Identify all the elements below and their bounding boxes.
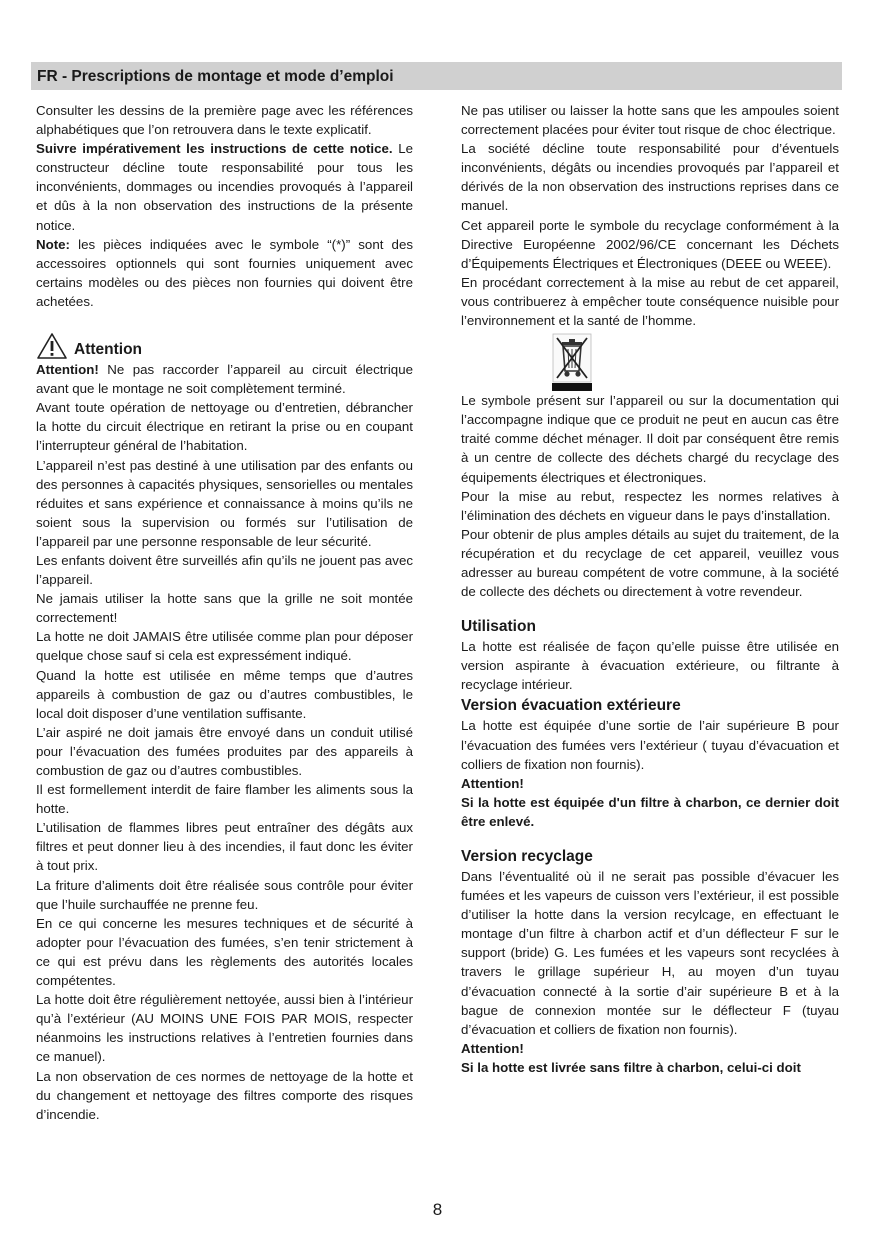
symbol-paragraph: Le symbole présent sur l’appareil ou sur la documentation qui l’accompagne indique que ce produit ne peut en aucun cas être traité comme déchet ménager. Il doit par conséquent être remis à un centre de collecte des déchets chargé du recyclage des équipements électriques et électroniques.: [461, 393, 839, 485]
grille-paragraph: Ne jamais utiliser la hotte sans que la grille ne soit montée correctement!: [36, 591, 413, 626]
note-paragraph: [36, 235, 413, 311]
frying-paragraph: La friture d’aliments doit être réalisée sous contrôle pour éviter que l’huile surchauffée ne prenne feu.: [36, 877, 413, 912]
right-column: [461, 101, 839, 1077]
attention-heading: [36, 328, 413, 360]
weee-symbol-wrap: [461, 333, 839, 391]
recycling-version-paragraph: Dans l’éventualité où il ne serait pas possible d’évacuer les fumées et les vapeurs de cuisson vers l’extérieur, il est possible d’utiliser la hotte dans la version recylcage, en effectuant le montage d’un filtre à charbon actif et d’un déflecteur F sur le support (bride) G. Les fumées et les vapeurs sont recyclées à travers le grillage supérieur H, au moyen d’un tuyau d’évacuation connecté à la sortie d’air supérieure B et à la bague de connexion montée sur le déflecteur F (tuyau d’évacuation et colliers de fixation non fournis).: [461, 869, 839, 1037]
details-paragraph: Pour obtenir de plus amples détails au sujet du traitement, de la récupération et du recyclage de cet appareil, veuillez vous adresser au bureau compétent de votre commune, à la société de collecte des déchets ou directement à votre revendeur.: [461, 526, 839, 600]
note-bold: Note:: [36, 236, 70, 252]
external-version-paragraph: La hotte est équipée d’une sortie de l’air supérieure B pour l’évacuation des fumées vers l’extérieur ( tuyau d’évacuation et colliers de fixation non fournis).: [461, 718, 839, 772]
disposal-paragraph: En procédant correctement à la mise au rebut de cet appareil, vous contribuerez à empêcher toute conséquence nuisible pour l’environnement et la santé de l’homme.: [461, 274, 839, 329]
notice-bold: Suivre impérativement les instructions de cette notice.: [36, 141, 393, 157]
left-column: [36, 101, 413, 1124]
warning-triangle-icon: [36, 332, 68, 360]
liability-paragraph: La société décline toute responsabilité pour d’éventuels inconvénients, dégâts ou incendies provoqués par l’appareil et dérivés de la non observation des instructions reprises dans ce manuel.: [461, 141, 839, 214]
utilisation-heading: Utilisation: [461, 618, 536, 636]
recycling-attention: Attention!: [461, 1040, 524, 1056]
children-paragraph: Les enfants doivent être surveillés afin qu’ils ne jouent pas avec l’appareil.: [36, 552, 413, 588]
attention-bold: Attention!: [36, 362, 99, 378]
cleaning-paragraph: Avant toute opération de nettoyage ou d’entretien, débrancher la hotte du circuit électrique en retirant la prise ou en coupant l’interrupteur général de l’habitation.: [36, 400, 413, 454]
ventilation-paragraph: Quand la hotte est utilisée en même temps que d’autres appareils à combustion de gaz ou d’autres combustibles, le local doit disposer d’une ventilation suffisante.: [36, 667, 413, 721]
weee-directive-paragraph: Cet appareil porte le symbole du recyclage conformément à la Directive Européenne 2002/96/CE concernant les Déchets d’Équipements Électriques et Électroniques (DEEE ou WEEE).: [461, 217, 839, 271]
fire-risk-paragraph: La non observation de ces normes de nettoyage de la hotte et du changement et nettoyage des filtres comporte des risques d’incendie.: [36, 1068, 413, 1122]
page-number: 8: [432, 1200, 443, 1219]
attention-paragraph: [36, 360, 413, 398]
persons-paragraph: L’appareil n’est pas destiné à une utilisation par des enfants ou des personnes à capacités physiques, sensorielles ou mentales réduites et sans expérience et connaissance à moins qu’ils ne soient sous la supervision ou formés sur l’utilisation de l’appareil par une personne responsable de leur sécurité.: [36, 457, 413, 549]
attention-text: Ne pas raccorder l’appareil au circuit électrique avant que le montage ne soit complètement terminé.: [36, 362, 413, 397]
duct-paragraph: L’air aspiré ne doit jamais être envoyé dans un conduit utilisé pour l’évacuation des fumées produites par des appareils à combustion de gaz ou d’autres combustibles.: [36, 724, 413, 778]
external-attention-text: Si la hotte est équipée d'un filtre à charbon, ce dernier doit être enlevé.: [461, 794, 839, 829]
intro-paragraph: Consulter les dessins de la première page avec les références alphabétiques que l’on retrouvera dans le texte explicatif.: [36, 103, 413, 138]
attention-heading-label: Attention: [74, 341, 143, 359]
notice-paragraph: [36, 139, 413, 234]
notice-text: Le constructeur décline toute responsabilité pour tous les inconvénients, dommages ou incendies provoqués à l’appareil et dûs à la non observation des instructions de la présente notice.: [36, 141, 413, 233]
recycling-version-heading: Version recyclage: [461, 848, 593, 865]
rules-paragraph: Pour la mise au rebut, respectez les normes relatives à l’élimination des déchets en vigueur dans le pays d’installation.: [461, 488, 839, 523]
flames-paragraph: L’utilisation de flammes libres peut entraîner des dégâts aux filtres et peut donner lieu à des incendies, il faut donc les éviter à tout prix.: [36, 820, 413, 874]
external-version-heading: Version évacuation extérieure: [461, 697, 681, 715]
recycling-attention-text: Si la hotte est livrée sans filtre à charbon, celui-ci doit: [461, 1059, 801, 1075]
flambe-paragraph: Il est formellement interdit de faire flamber les aliments sous la hotte.: [36, 782, 413, 817]
section-title: FR - Prescriptions de montage et mode d’emploi: [37, 68, 394, 85]
surface-paragraph: La hotte ne doit JAMAIS être utilisée comme plan pour déposer quelque chose sauf si cela est expressément indiqué.: [36, 629, 413, 664]
note-text: les pièces indiquées avec le symbole “(*)” sont des accessoires optionnels qui sont fournies uniquement avec certains modèles ou des pièces non fournies qui doivent être achetées.: [36, 236, 413, 309]
regulations-paragraph: En ce qui concerne les mesures techniques et de sécurité à adopter pour l’évacuation des fumées, s’en tenir strictement à ce qui est prévu dans les règlements des autorités locales compétentes.: [36, 915, 413, 989]
utilisation-paragraph: La hotte est réalisée de façon qu’elle puisse être utilisée en version aspirante à évacuation extérieure, ou filtrante à recyclage intérieur.: [461, 639, 839, 693]
external-attention: Attention!: [461, 775, 524, 791]
crossed-out-wheelie-bin-icon: [552, 333, 592, 391]
maintenance-paragraph: La hotte doit être régulièrement nettoyée, aussi bien à l’intérieur qu’à l’extérieur (AU MOINS UNE FOIS PAR MOIS, respecter néanmoins les instructions relatives à l’entretien fournies dans ce manuel).: [36, 992, 413, 1065]
bulbs-paragraph: Ne pas utiliser ou laisser la hotte sans que les ampoules soient correctement placées pour éviter tout risque de choc électrique.: [461, 103, 839, 138]
section-header: [31, 62, 842, 90]
